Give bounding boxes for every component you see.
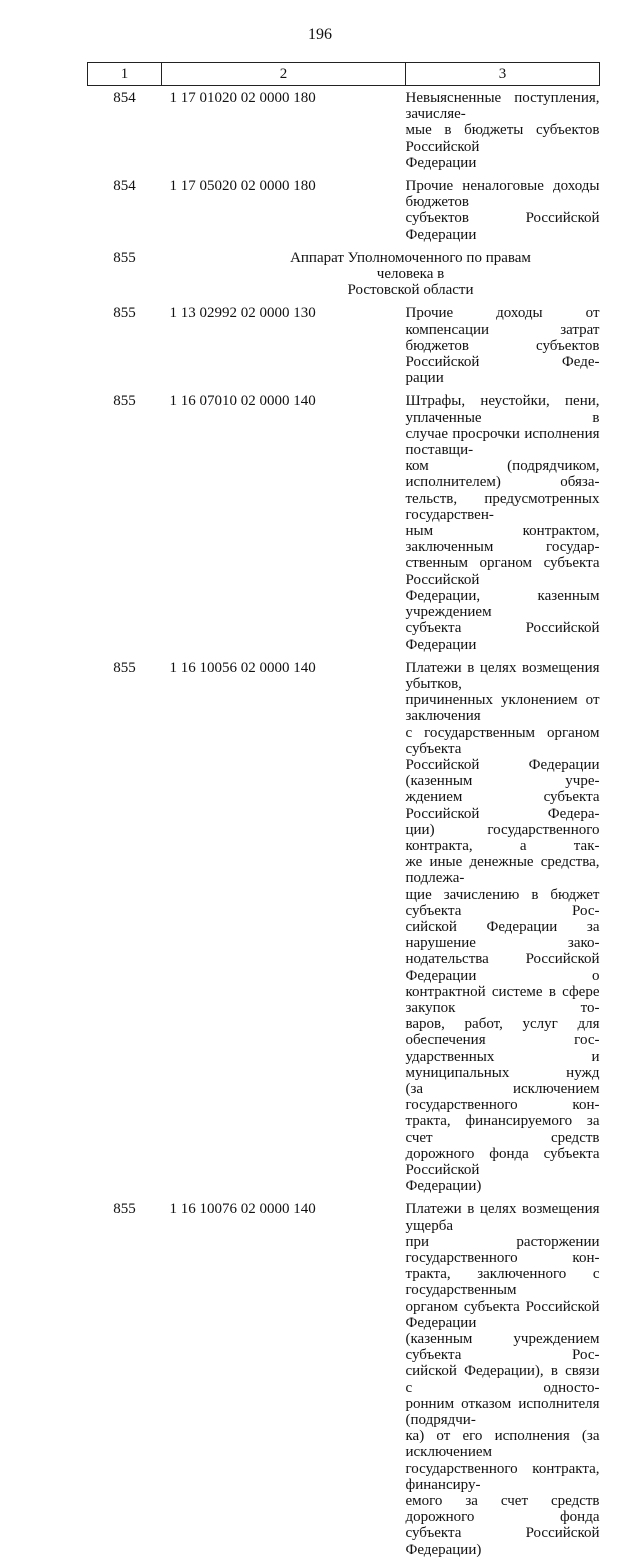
table-section-row — [88, 250, 600, 306]
table-row — [88, 86, 600, 179]
description-line: тракта, финансируемого за счет средств — [405, 1113, 600, 1146]
description-line: тракта, заключенного с государственным — [405, 1266, 600, 1299]
description-line: случае просрочки исполнения поставщи- — [405, 425, 600, 459]
description-cell — [406, 178, 600, 250]
description-line: Российской Федерации (казенным учре- — [405, 756, 600, 790]
admin-code-cell: 855 — [113, 393, 136, 410]
revenue-code-cell: 1 17 01020 02 0000 180 — [169, 90, 316, 106]
revenue-code-cell: 1 16 10056 02 0000 140 — [169, 659, 316, 676]
description-line: бюджетов субъектов Российской Феде- — [405, 337, 600, 371]
admin-code-cell: 854 — [113, 178, 136, 195]
description-line: тельств, предусмотренных государствен- — [405, 490, 600, 523]
section-title-line: Ростовской области — [347, 282, 474, 299]
section-title-cell — [162, 250, 600, 306]
description-line: Прочие доходы от компенсации затрат — [405, 305, 600, 338]
description-line: дорожного фонда субъекта Российской — [405, 1145, 600, 1178]
description-line: ронним отказом исполнителя (подрядчи- — [405, 1395, 600, 1429]
column-header-revenue-code: 2 — [162, 63, 406, 86]
description-line: Штрафы, неустойки, пени, уплаченные в — [405, 393, 600, 426]
admin-code-cell: 855 — [113, 1201, 136, 1218]
description-line: рации — [405, 370, 444, 387]
description-line: причиненных уклонением от заключения — [405, 692, 600, 725]
table-header-row — [88, 63, 600, 86]
description-line: мые в бюджеты субъектов Российской — [405, 122, 600, 155]
page-number: 196 — [308, 26, 332, 43]
description-cell — [406, 1201, 600, 1564]
description-line: же иные денежные средства, подлежа- — [405, 854, 600, 887]
description-line: органом субъекта Российской Федерации — [405, 1298, 600, 1331]
description-line: Федерации) — [405, 1178, 482, 1195]
description-line: ком (подрядчиком, исполнителем) обяза- — [405, 458, 600, 491]
description-line: сийской Федерации), в связи с односто- — [405, 1363, 600, 1396]
admin-code-cell: 855 — [113, 305, 136, 322]
description-line: (за исключением государственного кон- — [405, 1080, 600, 1114]
table-row — [88, 393, 600, 659]
description-line: ции) государственного контракта, а так- — [405, 821, 600, 854]
description-line: государственного контракта, финансиру- — [405, 1460, 600, 1493]
description-line: ка) от его исполнения (за исключением — [405, 1428, 600, 1461]
column-header-description: 3 — [406, 63, 600, 86]
description-line: ждением субъекта Российской Федера- — [405, 789, 600, 822]
column-header-admin-code: 1 — [88, 63, 162, 86]
description-line: сийской Федерации за нарушение зако- — [405, 918, 600, 952]
description-line: емого за счет средств дорожного фонда — [405, 1493, 600, 1526]
description-line: субъекта Российской Федерации — [405, 620, 600, 653]
revenue-code-cell: 1 16 10076 02 0000 140 — [169, 1201, 316, 1218]
table-body — [88, 86, 600, 1565]
description-cell — [406, 86, 600, 179]
description-line: щие зачислению в бюджет субъекта Рос- — [405, 886, 600, 919]
description-cell — [406, 305, 600, 393]
section-title-line: Аппарат Уполномоченного по правам человека в — [290, 249, 531, 283]
description-cell — [406, 660, 600, 1202]
description-line: при расторжении государственного кон- — [405, 1233, 600, 1267]
description-line: субъектов Российской Федерации — [405, 210, 600, 243]
description-cell — [406, 393, 600, 659]
table-row — [88, 178, 600, 250]
description-line: субъекта Российской Федерации) — [405, 1525, 600, 1558]
description-line: ным контрактом, заключенным государ- — [405, 523, 600, 556]
description-line: варов, работ, услуг для обеспечения гос- — [405, 1016, 600, 1049]
description-line: Прочие неналоговые доходы бюджетов — [405, 178, 600, 211]
description-line: Федерации, казенным учреждением — [405, 587, 600, 621]
description-line: нодательства Российской Федерации о — [405, 951, 600, 984]
description-line: ственным органом субъекта Российской — [405, 555, 600, 588]
description-line: Федерации — [405, 154, 477, 171]
admin-code-cell: 855 — [113, 659, 136, 676]
description-line: Невыясненные поступления, зачисляе- — [405, 90, 600, 123]
admin-code-cell: 855 — [113, 249, 136, 266]
description-line: (казенным учреждением субъекта Рос- — [405, 1331, 600, 1364]
revenue-code-cell: 1 17 05020 02 0000 180 — [169, 178, 316, 195]
admin-code-cell: 854 — [113, 90, 136, 106]
description-line: контрактной системе в сфере закупок то- — [405, 983, 600, 1016]
table-row — [88, 660, 600, 1202]
revenue-code-cell: 1 16 07010 02 0000 140 — [169, 393, 316, 410]
description-line: с государственным органом субъекта — [405, 724, 600, 757]
table-row — [88, 1201, 600, 1564]
description-line: Платежи в целях возмещения ущерба — [405, 1201, 600, 1234]
description-line: ударственных и муниципальных нужд — [405, 1048, 600, 1081]
description-line: Платежи в целях возмещения убытков, — [405, 659, 600, 692]
revenue-classification-table — [87, 62, 600, 1565]
revenue-code-cell: 1 13 02992 02 0000 130 — [169, 305, 316, 322]
table-row — [88, 305, 600, 393]
